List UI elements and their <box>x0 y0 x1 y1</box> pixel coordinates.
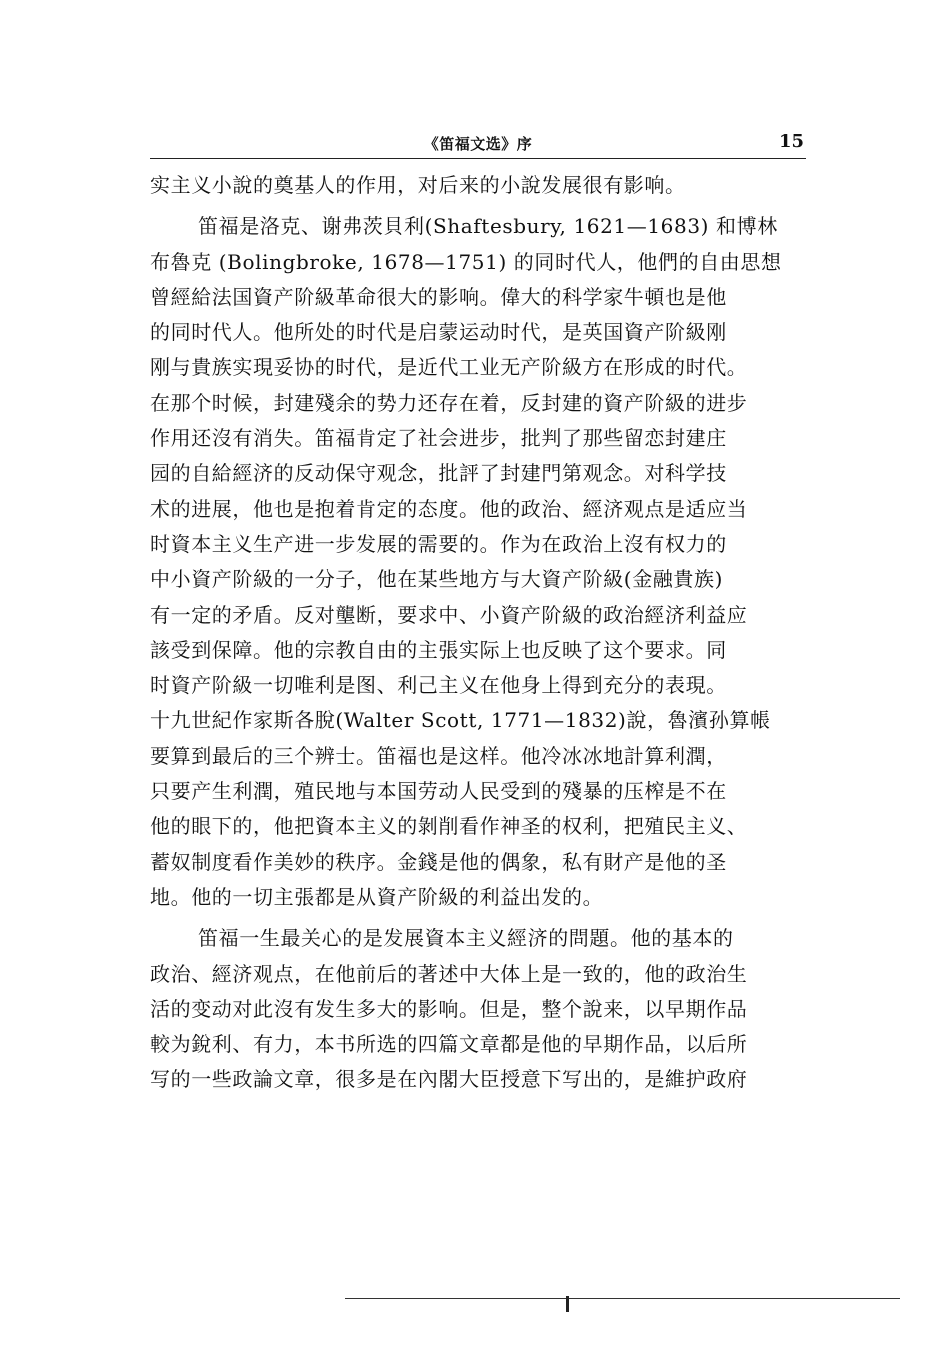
text-line: 布魯克 (Bolingbroke, 1678—1751) 的同时代人，他們的自由思想 <box>150 249 782 274</box>
scan-edge-tick <box>566 1296 569 1312</box>
text-line: 时資本主义生产进一步发展的需要的。作为在政治上沒有权力的 <box>150 531 727 556</box>
text-line: 曾經給法国資产阶級革命很大的影响。偉大的科学家牛頓也是他 <box>150 284 727 309</box>
text-line: 活的变动对此沒有发生多大的影响。但是，整个說来，以早期作品 <box>150 996 748 1021</box>
text-line: 笛福是洛克、谢弗茨貝利(Shaftesbury, 1621—1683) 和博林 <box>198 214 778 239</box>
text-line: 蓄奴制度看作美妙的秩序。金錢是他的偶象，私有財产是他的圣 <box>150 849 727 874</box>
body-text <box>150 168 830 1168</box>
text-line: 实主义小說的奠基人的作用，对后来的小說发展很有影响。 <box>150 173 686 197</box>
text-line: 該受到保障。他的宗教自由的主張实际上也反映了这个要求。同 <box>150 637 727 662</box>
text-line: 写的一些政論文章，很多是在內閣大臣授意下写出的，是維护政府 <box>150 1067 748 1092</box>
running-header <box>150 130 806 158</box>
text-line: 术的进展，他也是抱着肯定的态度。他的政治、經济观点是适应当 <box>150 496 748 521</box>
text-line: 的同时代人。他所处的时代是启蒙运动时代，是英国資产阶級刚 <box>150 320 727 345</box>
text-line: 在那个时候，封建殘余的势力还存在着，反封建的資产阶級的进步 <box>150 390 748 415</box>
text-line: 刚与貴族实現妥协的时代，是近代工业无产阶級方在形成的时代。 <box>150 355 748 380</box>
running-header-title: 《笛福文选》序 <box>423 135 533 153</box>
text-line: 笛福一生最关心的是发展資本主义經济的問題。他的基本的 <box>198 926 734 951</box>
text-line: 地。他的一切主張都是从資产阶級的利益出发的。 <box>150 884 604 909</box>
page-number: 15 <box>778 131 804 152</box>
text-line: 作用还沒有消失。笛福肯定了社会进步，批判了那些留恋封建庄 <box>150 426 727 451</box>
text-line: 中小資产阶級的一分子，他在某些地方与大資产阶級(金融貴族) <box>150 567 724 592</box>
text-line: 政治、經济观点，在他前后的著述中大体上是一致的，他的政治生 <box>150 961 748 986</box>
text-line: 园的自給經济的反动保守观念，批評了封建門第观念。对科学技 <box>150 461 727 486</box>
header-rule <box>150 158 806 159</box>
scan-edge-line <box>345 1298 900 1299</box>
text-line: 时資产阶級一切唯利是图、利己主义在他身上得到充分的表現。 <box>150 673 727 698</box>
text-line: 他的眼下的，他把資本主义的剝削看作神圣的权利，把殖民主义、 <box>150 814 748 839</box>
text-line: 只要产生利潤，殖民地与本国劳动人民受到的殘暴的压榨是不在 <box>150 779 727 804</box>
text-line: 要算到最后的三个辨士。笛福也是这样。他冷冰冰地計算利潤， <box>150 743 727 768</box>
text-line: 較为銳利、有力，本书所选的四篇文章都是他的早期作品，以后所 <box>150 1032 748 1057</box>
text-line: 十九世紀作家斯各脫(Walter Scott, 1771—1832)說，魯濱孙算帳 <box>150 708 771 733</box>
text-line: 有一定的矛盾。反对壟断，要求中、小資产阶級的政治經济利益应 <box>150 602 748 627</box>
